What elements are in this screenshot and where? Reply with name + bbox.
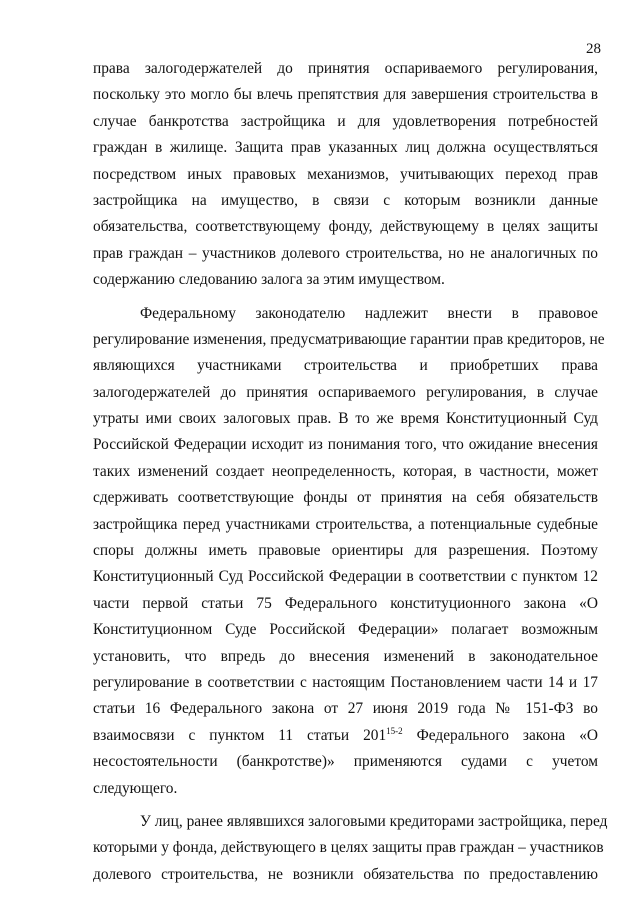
text-line: случае банкротства застройщика и для удовлетворения потребностей xyxy=(93,112,598,130)
text-line: застройщика перед участниками строительства, а потенциальные судебные xyxy=(93,515,598,533)
text-fragment: Федерального закона «О xyxy=(402,726,598,744)
text-line: Федеральному законодателю надлежит внести в правовое xyxy=(140,304,598,322)
article-superscript: 15-2 xyxy=(386,725,403,736)
text-line: статьи 16 Федерального закона от 27 июня 2019 года № 151-ФЗ во xyxy=(93,700,598,718)
text-line: споры должны иметь правовые ориентиры для разрешения. Поэтому xyxy=(93,542,598,560)
text-line: залогодержателей до принятия оспариваемого регулирования, в случае xyxy=(93,383,598,401)
text-line: Российской Федерации исходит из понимания того, что ожидание внесения xyxy=(93,436,598,454)
paragraph-3 xyxy=(93,809,608,888)
text-line: поскольку это могло бы влечь препятствия для завершения строительства в xyxy=(93,86,598,104)
document-body xyxy=(93,56,608,888)
text-line: установить, что впредь до внесения изменений в законодательное xyxy=(93,647,598,665)
text-line: являющихся участниками строительства и приобретших права xyxy=(93,357,598,375)
text-line: таких изменений создает неопределенность, которая, в частности, может xyxy=(93,462,598,480)
text-line: регулирование изменения, предусматривающие гарантии прав кредиторов, не xyxy=(93,330,605,348)
text-line: У лиц, ранее являвшихся залоговыми кредиторами застройщика, перед xyxy=(140,812,608,830)
text-line: посредством иных правовых механизмов, учитывающих переход прав xyxy=(93,165,598,183)
text-line: граждан в жилище. Защита прав указанных лиц должна осуществляться xyxy=(93,139,598,157)
text-line: утраты ими своих залоговых прав. В то же время Конституционный Суд xyxy=(93,410,598,428)
text-line: прав граждан – участников долевого строительства, но не аналогичных по xyxy=(93,244,598,262)
text-line: которыми у фонда, действующего в целях защиты прав граждан – участников xyxy=(93,839,604,857)
paragraph-2 xyxy=(93,301,605,802)
text-line-with-superscript xyxy=(93,723,598,749)
text-line: Конституционном Суде Российской Федерации» полагает возможным xyxy=(93,621,598,639)
text-line: сдерживать соответствующие фонды от принятия на себя обязательств xyxy=(93,489,598,507)
text-line: долевого строительства, не возникли обязательства по предоставлению xyxy=(93,865,598,883)
text-line: обязательства, соответствующему фонду, действующему в целях защиты xyxy=(93,218,598,236)
text-line: части первой статьи 75 Федерального конституционного закона «О xyxy=(93,594,598,612)
text-line: несостоятельности (банкротстве)» применяются судами с учетом xyxy=(93,753,598,771)
text-line: содержанию следованию залога за этим имуществом. xyxy=(93,271,445,289)
paragraph-1 xyxy=(93,56,598,294)
text-line: застройщика на имущество, в связи с которым возникли данные xyxy=(93,191,598,209)
text-line: Конституционный Суд Российской Федерации в соответствии с пунктом 12 xyxy=(93,568,598,586)
page-number: 28 xyxy=(586,41,601,57)
text-line: права залогодержателей до принятия оспариваемого регулирования, xyxy=(93,60,598,77)
text-fragment: взаимосвязи с пунктом 11 статьи 201 xyxy=(93,726,387,744)
text-line: следующего. xyxy=(93,779,178,797)
text-line: регулирование в соответствии с настоящим Постановлением части 14 и 17 xyxy=(93,673,598,691)
